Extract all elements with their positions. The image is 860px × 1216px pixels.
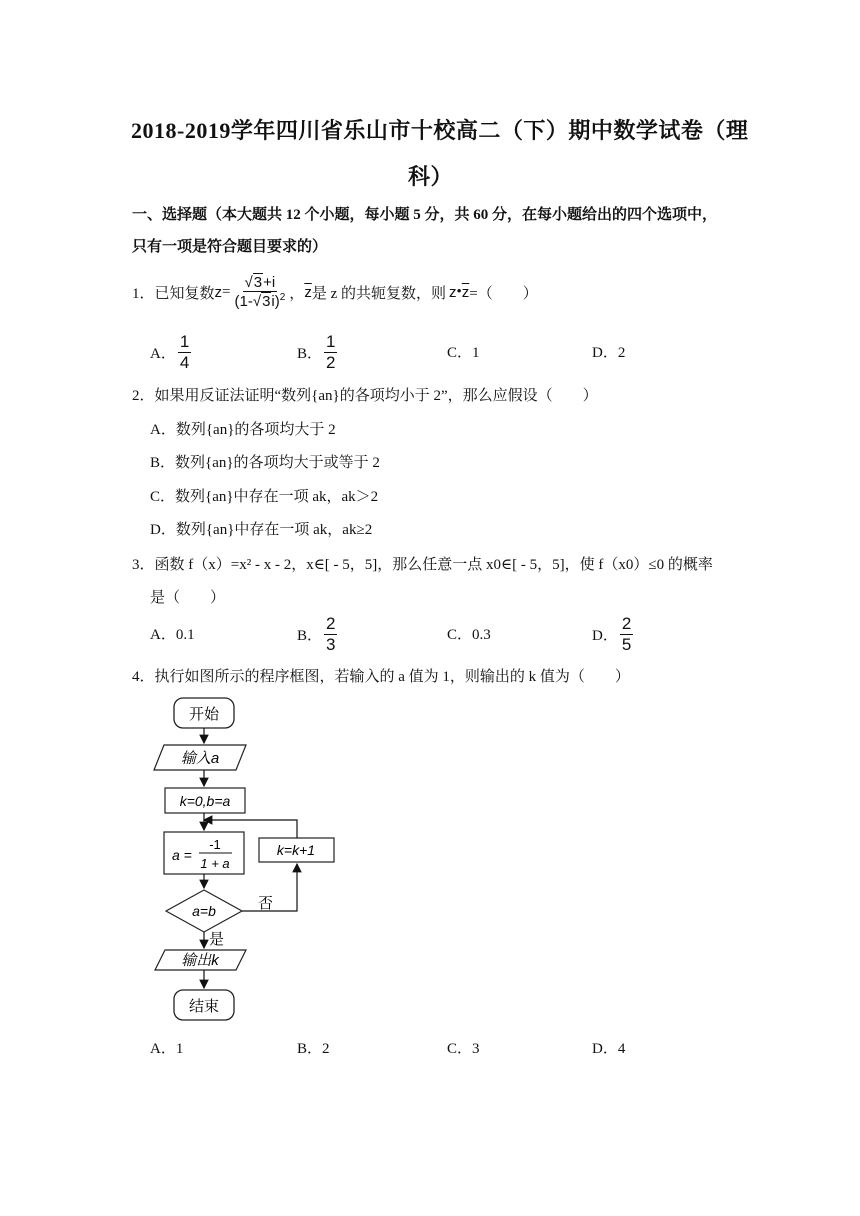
q1-fraction-denominator: $(1-√3i)^2$ (234, 292, 286, 310)
q4-option-d: D．4 (592, 1041, 626, 1057)
flow-start-label: 开始 (188, 706, 220, 723)
q2-option-b: B．数列{an}的各项均大于或等于 2 (150, 455, 380, 471)
section-header-line-2: 只有一项是符合题目要求的） (132, 239, 328, 255)
flow-yes-label: 是 (209, 931, 225, 948)
q1-expr-dot: • (456, 283, 462, 300)
q1-option-d: D．2 (592, 345, 626, 361)
q4-option-b: B．2 (297, 1041, 330, 1057)
q1-comma: ， (289, 285, 305, 302)
q1-zbar: $\overline{z}$ (304, 283, 312, 301)
q1-z: z (214, 283, 223, 301)
q1-expr-zbar: $\overline{z}$ (461, 283, 470, 301)
q1-option-c: C．1 (447, 345, 480, 361)
q3-option-b: B． $\frac{2}{3}$ (297, 614, 336, 654)
question-4-stem: 4．执行如图所示的程序框图，若输入的 a 值为 1，则输出的 k 值为（ ） (132, 669, 630, 685)
page-title-line-1: 2018-2019学年四川省乐山市十校高二（下）期中数学试卷（理 (131, 118, 749, 143)
question-3-stem-line-1: 3．函数 f（x）=x² - x - 2，x∈[ - 5，5]，那么任意一点 x0∈[ - 5，5]，使 f（x0）≤0 的概率 (132, 557, 713, 573)
q2-option-a: A．数列{an}的各项均大于 2 (150, 422, 336, 438)
q4-option-c: C．3 (447, 1041, 480, 1057)
flow-input-label: 输入a (180, 750, 220, 767)
flow-assign-num: -1 (209, 837, 221, 852)
section-header-line-1: 一、选择题（本大题共 12 个小题，每小题 5 分，共 60 分，在每小题给出的四个选项中， (132, 207, 718, 223)
q3-option-c: C．0.3 (447, 627, 491, 643)
q1-prefix: 1．已知复数 (132, 285, 215, 302)
q1-option-b: B． $\frac{1}{2}$ (297, 332, 336, 372)
q1-tail: =（ ） (469, 285, 538, 302)
q2-option-d: D．数列{an}中存在一项 ak，ak≥2 (150, 522, 373, 538)
q1-fraction-numerator: √3+i (244, 273, 276, 291)
flow-assign-lhs: a = (172, 847, 192, 863)
q1-equals: = (222, 283, 231, 300)
q1-option-a: A． $\frac{1}{4}$ (150, 332, 190, 372)
q1-expr-z: z (448, 283, 457, 301)
page-title-line-2: 科） (408, 164, 454, 189)
flow-update-label: k=k+1 (276, 842, 316, 858)
q1-mid-text: 是 z 的共轭复数，则 (311, 285, 446, 302)
flow-decision-label: a=b (192, 903, 216, 919)
q3-option-a: A．0.1 (150, 627, 195, 643)
flow-output-label: 输出k (181, 952, 219, 969)
flow-assign-den: 1 + a (200, 856, 230, 871)
question-3-stem-line-2: 是（ ） (150, 590, 226, 606)
q2-option-c: C．数列{an}中存在一项 ak，ak＞2 (150, 489, 379, 505)
q3-option-d: D． $\frac{2}{5}$ (592, 614, 632, 654)
flow-no-label: 否 (258, 895, 274, 912)
q4-option-a: A．1 (150, 1041, 184, 1057)
flow-init-label: k=0,b=a (179, 793, 231, 809)
question-2-stem: 2．如果用反证法证明“数列{an}的各项均小于 2”，那么应假设（ ） (132, 388, 598, 404)
flow-end-label: 结束 (188, 998, 220, 1015)
